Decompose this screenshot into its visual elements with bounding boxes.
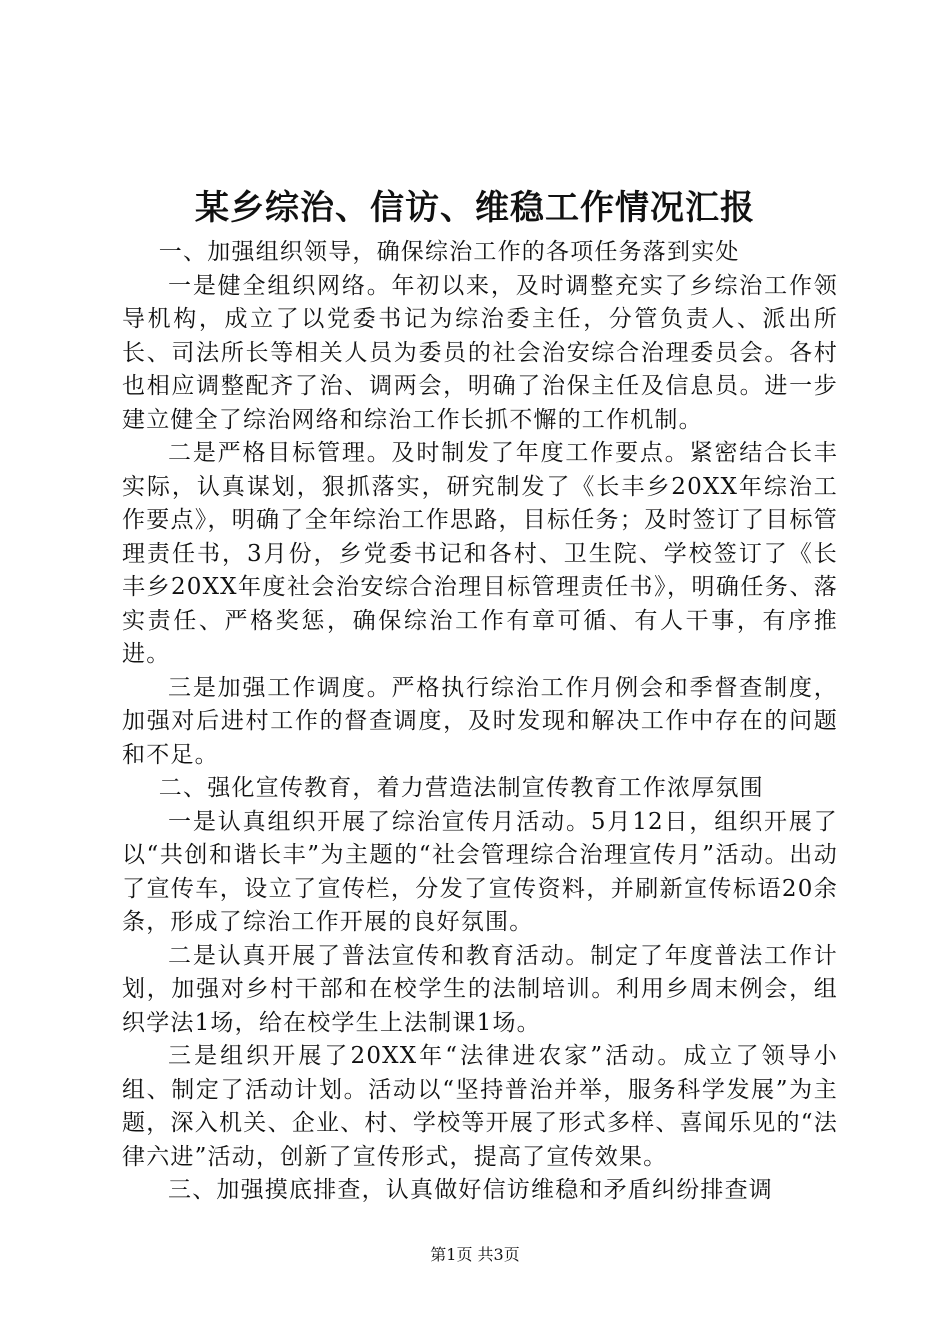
body-paragraph: 三是加强工作调度。严格执行综治工作月例会和季督查制度，加强对后进村工作的督查调度，及时发现和解决工作中存在的问题和不足。 <box>122 674 838 768</box>
body-paragraph: 一是认真组织开展了综治宣传月活动。5月12日，组织开展了以“共创和谐长丰”为主题的“社会管理综合治理宣传月”活动。出动了宣传车，设立了宣传栏，分发了宣传资料，并刷新宣传标语20余条，形成了综治工作开展的良好氛围。 <box>122 808 838 935</box>
section-heading-3: 三、加强摸底排查，认真做好信访维稳和矛盾纠纷排查调 <box>168 1177 773 1203</box>
section-heading-2: 二、强化宣传教育，着力营造法制宣传教育工作浓厚氛围 <box>158 775 764 801</box>
body-paragraph: 二是严格目标管理。及时制发了年度工作要点。紧密结合长丰实际，认真谋划，狠抓落实，研究制发了《长丰乡20XX年综治工作要点》，明确了全年综治工作思路，目标任务；及时签订了目标管理责任书，3月份，乡党委书记和各村、卫生院、学校签订了《长丰乡20XX年度社会治安综合治理目标管理责任书》，明确任务、落实责任、严格奖惩，确保综治工作有章可循、有人干事，有序推进。 <box>122 440 838 667</box>
section-heading-1: 一、加强组织领导，确保综治工作的各项任务落到实处 <box>158 239 740 265</box>
body-paragraph: 二是认真开展了普法宣传和教育活动。制定了年度普法工作计划，加强对乡村干部和在校学生的法制培训。利用乡周末例会，组织学法1场，给在校学生上法制课1场。 <box>122 942 838 1036</box>
document-body <box>122 236 838 1208</box>
body-paragraph: 一是健全组织网络。年初以来，及时调整充实了乡综治工作领导机构，成立了以党委书记为综治委主任，分管负责人、派出所长、司法所长等相关人员为委员的社会治安综合治理委员会。各村也相应调整配齐了治、调两会，明确了治保主任及信息员。进一步建立健全了综治网络和综治工作长抓不懈的工作机制。 <box>122 272 838 433</box>
body-paragraph: 三是组织开展了20XX年“法律进农家”活动。成立了领导小组、制定了活动计划。活动以“坚持普治并举，服务科学发展”为主题，深入机关、企业、村、学校等开展了形式多样、喜闻乐见的“法律六进”活动，创新了宣传形式，提高了宣传效果。 <box>122 1043 838 1170</box>
page-footer: 第1页 共3页 <box>430 1245 520 1264</box>
document-title: 某乡综治、信访、维稳工作情况汇报 <box>195 188 755 228</box>
